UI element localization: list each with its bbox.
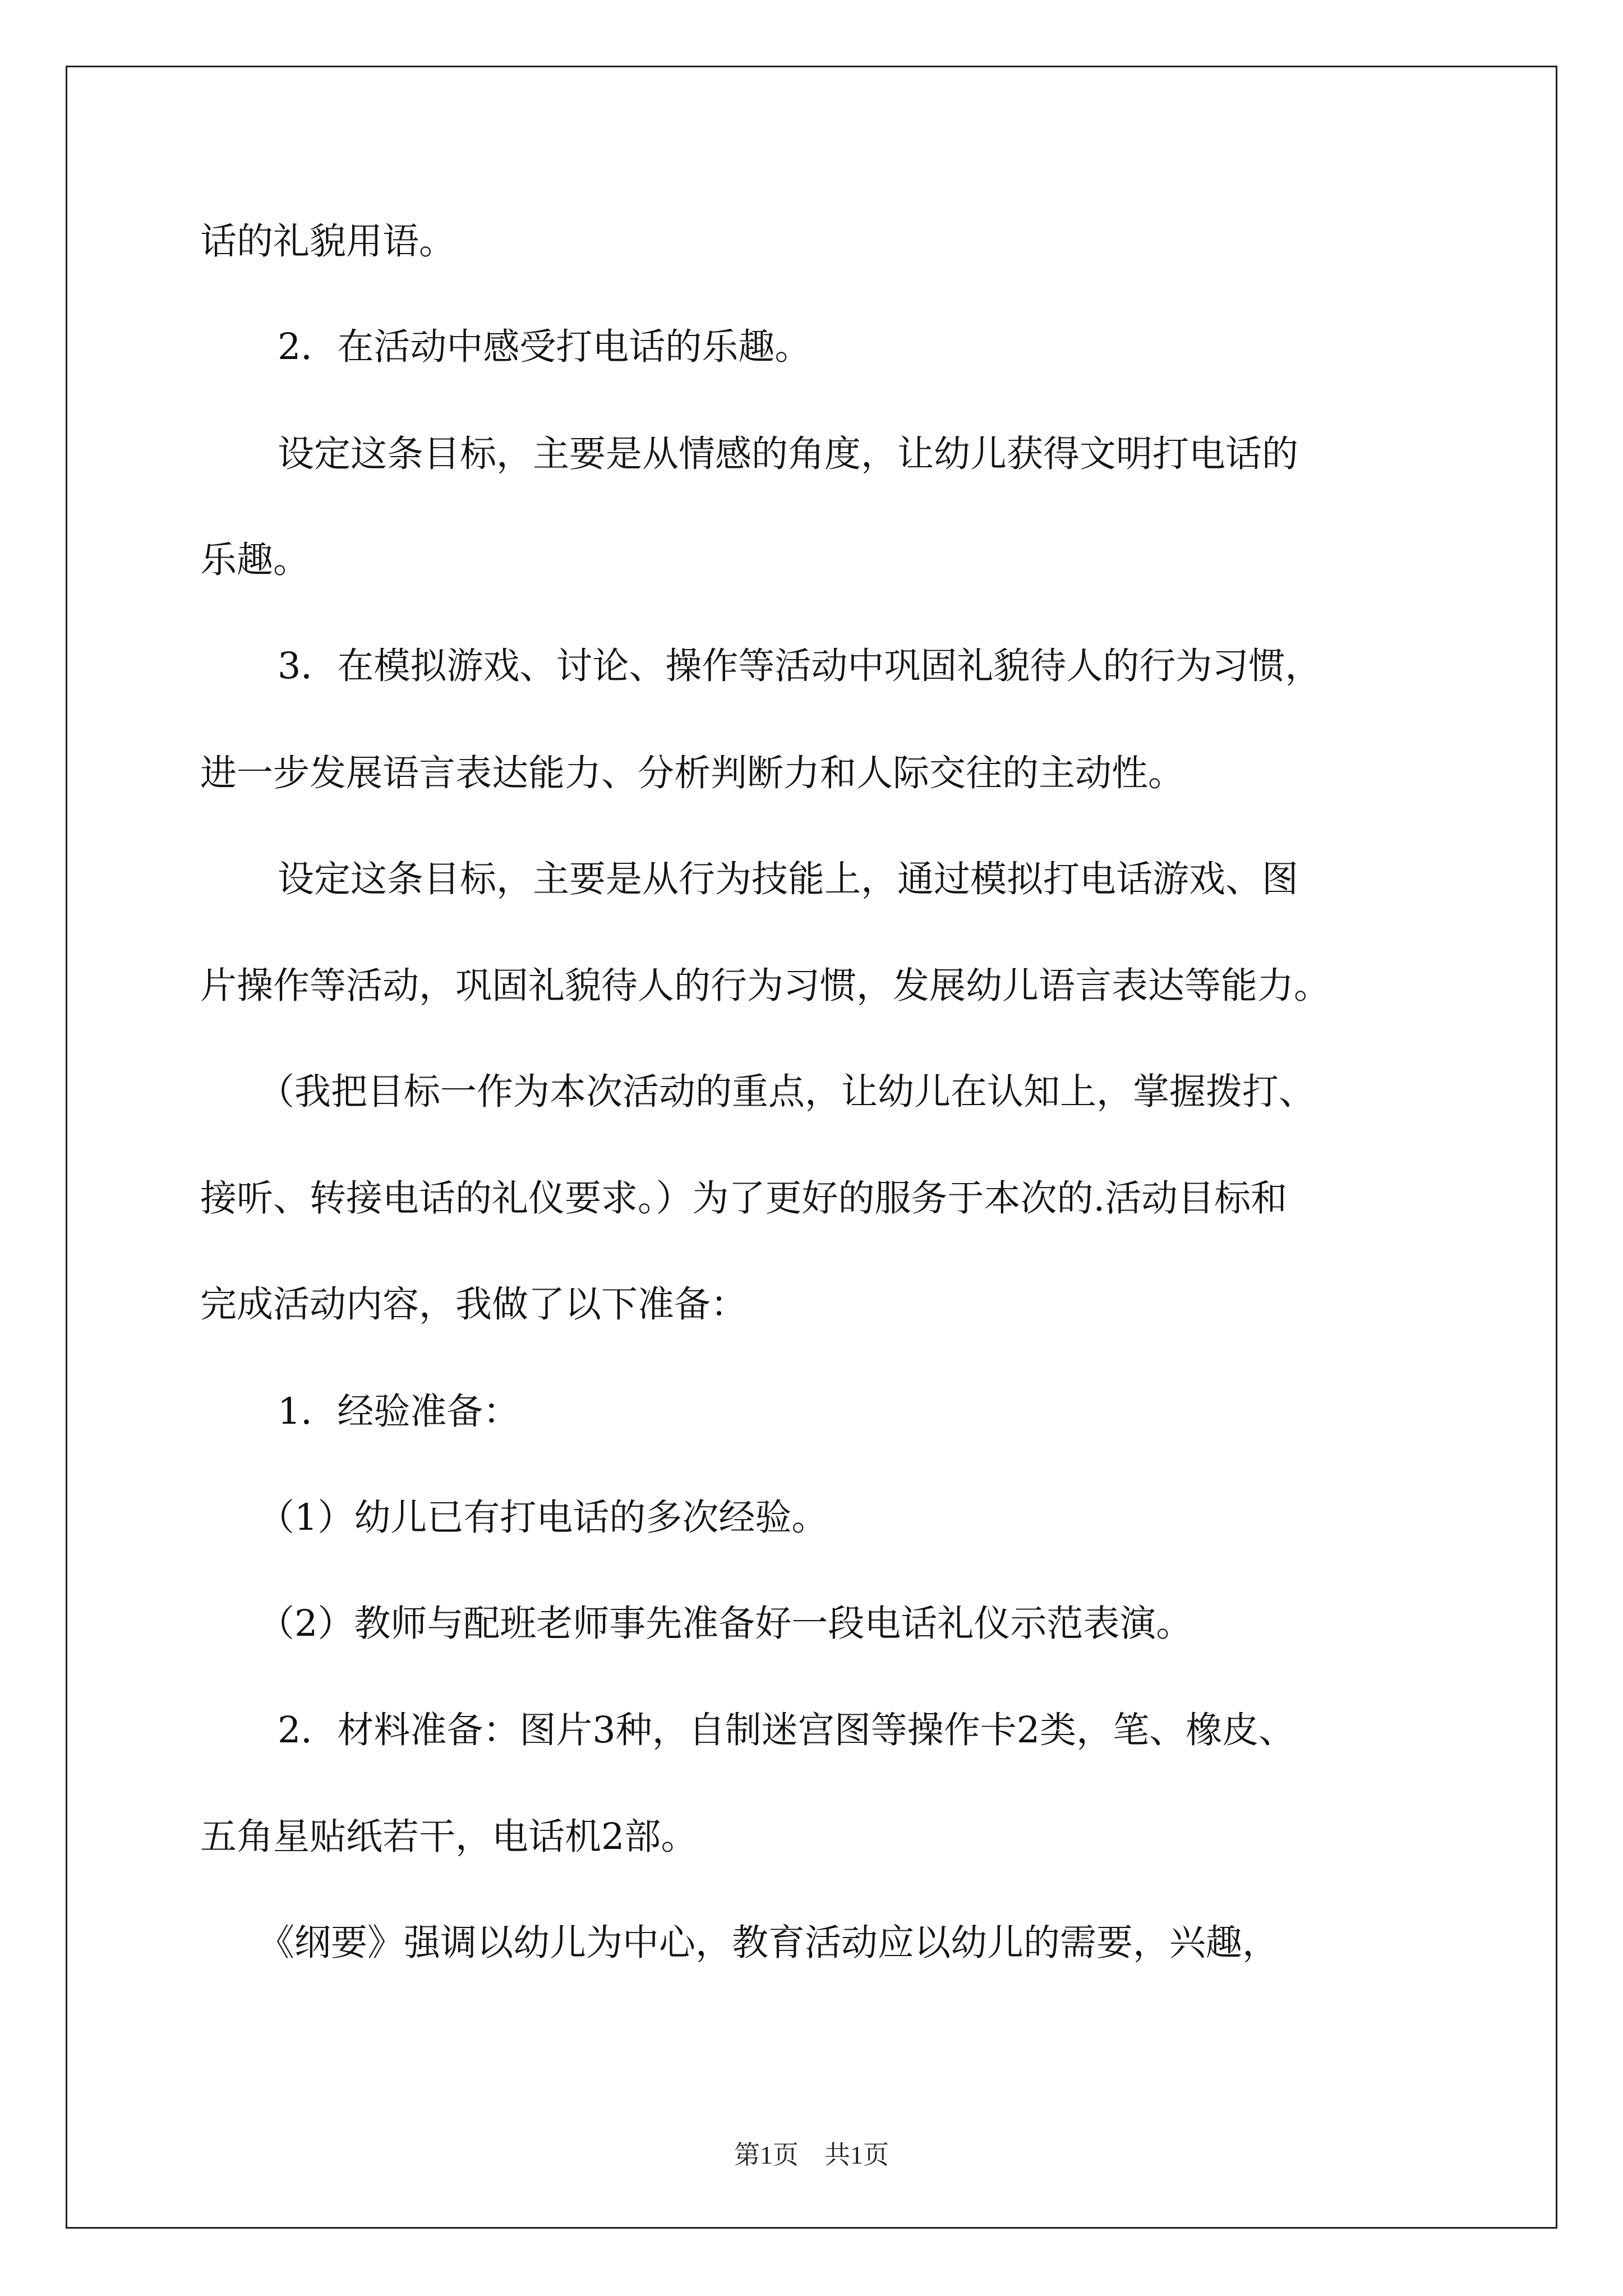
text-line: 1．经验准备： [278,1391,520,1433]
text-line: 完成活动内容，我做了以下准备： [200,1283,748,1326]
text-line: 《纲要》强调以幼儿为中心，教育活动应以幼儿的需要，兴趣， [258,1922,1279,1964]
text-line: 2．在活动中感受打电话的乐趣。 [278,326,811,368]
page-number: 第1页 共1页 [734,2141,889,2169]
text-line: （1）幼儿已有打电话的多次经验。 [258,1497,828,1539]
text-line: 接听、转接电话的礼仪要求。）为了更好的服务于本次的.活动目标和 [200,1177,1288,1220]
text-line: 片操作等活动，巩固礼貌待人的行为习惯，发展幼儿语言表达等能力。 [200,965,1331,1007]
page-border [66,66,1557,2229]
text-line: 设定这条目标，主要是从行为技能上，通过模拟打电话游戏、图 [278,858,1299,900]
text-line: 设定这条目标，主要是从情感的角度，让幼儿获得文明打电话的 [278,433,1299,475]
text-line: 3．在模拟游戏、讨论、操作等活动中巩固礼貌待人的行为习惯， [278,645,1322,687]
text-line: 话的礼貌用语。 [200,220,456,263]
text-line: 五角星贴纸若干，电话机2部。 [200,1816,698,1858]
text-line: （我把目标一作为本次活动的重点，让幼儿在认知上，掌握拨打、 [258,1071,1316,1113]
text-line: 2．材料准备：图片3种，自制迷宫图等操作卡2类，笔、橡皮、 [278,1709,1295,1751]
text-line: 进一步发展语言表达能力、分析判断力和人际交往的主动性。 [200,752,1185,794]
text-line: 乐趣。 [200,539,310,581]
text-line: （2）教师与配班老师事先准备好一段电话礼仪示范表演。 [258,1603,1193,1645]
